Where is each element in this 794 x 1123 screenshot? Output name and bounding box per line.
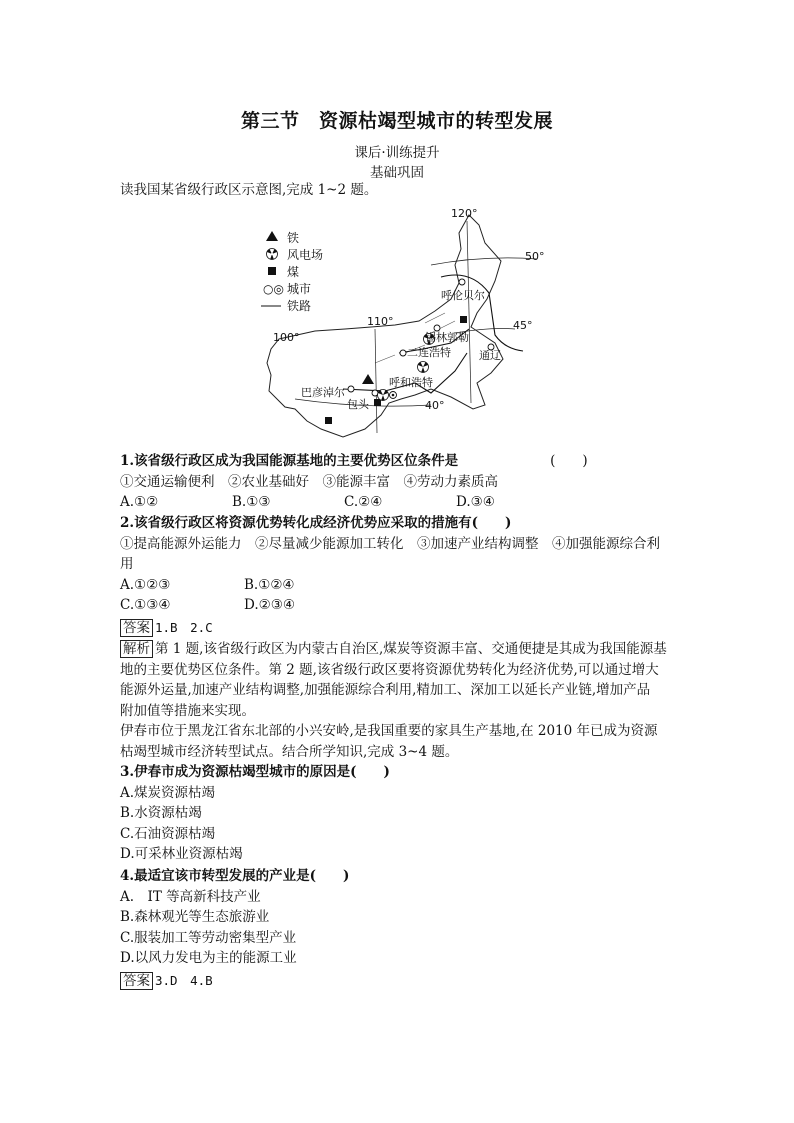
square-icon bbox=[268, 267, 276, 275]
question-2 bbox=[120, 513, 680, 616]
answer-2 bbox=[120, 971, 680, 992]
legend-coal: 煤 bbox=[287, 265, 300, 279]
option-d: D.②③④ bbox=[244, 597, 295, 613]
city-hulunbuir: 呼伦贝尔 bbox=[441, 289, 485, 302]
lon-label-100: 100° bbox=[273, 331, 300, 344]
map-figure bbox=[255, 203, 545, 443]
question-2-options-row2 bbox=[120, 595, 680, 616]
question-1-options bbox=[120, 492, 680, 513]
city-baotou: 包头 bbox=[347, 398, 369, 411]
question-1 bbox=[120, 451, 680, 513]
intro-1 bbox=[120, 180, 680, 201]
legend-city: 城市 bbox=[287, 282, 312, 296]
analysis-line-1: 第 1 题,该省级行政区为内蒙古自治区,煤炭等资源丰富、交通便捷是其成为我国能源基 bbox=[155, 641, 667, 657]
subsection-heading: 基础巩固 bbox=[370, 165, 424, 181]
answer-text: 1.B 2.C bbox=[155, 620, 213, 635]
page-title: 第三节 资源枯竭型城市的转型发展 bbox=[240, 110, 553, 132]
question-2-items-line2: 用 bbox=[120, 556, 134, 572]
option-d: D.以风力发电为主的能源工业 bbox=[120, 950, 297, 966]
option-b: B.①③ bbox=[232, 494, 271, 510]
question-1-stem: 1.该省级行政区成为我国能源基地的主要优势区位条件是 bbox=[120, 453, 459, 469]
lon-label-110: 110° bbox=[367, 315, 394, 328]
intro-2-line-1: 伊春市位于黑龙江省东北部的小兴安岭,是我国重要的家具生产基地,在 2010 年已成为资源 bbox=[120, 723, 658, 739]
intro-1-text: 读我国某省级行政区示意图,完成 1~2 题。 bbox=[120, 182, 378, 198]
option-c: C.①③④ bbox=[120, 597, 171, 613]
question-4-stem: 4.最适宜该市转型发展的产业是( ) bbox=[120, 868, 350, 884]
answer-label: 答案 bbox=[120, 619, 153, 637]
lon-label-120: 120° bbox=[451, 207, 478, 220]
legend-wind: 风电场 bbox=[287, 248, 324, 262]
section-heading: 课后·训练提升 bbox=[354, 145, 440, 161]
city-tongliao: 通辽 bbox=[479, 349, 501, 362]
option-c: C.服装加工等劳动密集型产业 bbox=[120, 929, 297, 946]
city-bayannur: 巴彦淖尔 bbox=[301, 386, 345, 399]
analysis-line-3: 能源外运量,加速产业结构调整,加强能源综合利用,精加工、深加工以延长产业链,增加产品 bbox=[120, 682, 651, 698]
answer-label: 答案 bbox=[120, 972, 153, 990]
option-a: A.①②③ bbox=[120, 576, 171, 593]
question-3 bbox=[120, 762, 680, 865]
option-a: A. IT 等高新科技产业 bbox=[120, 888, 261, 905]
intro-2 bbox=[120, 721, 680, 762]
intro-2-line-2: 枯竭型城市经济转型试点。结合所学知识,完成 3~4 题。 bbox=[120, 743, 459, 760]
analysis-line-4: 附加值等措施来实现。 bbox=[120, 702, 255, 719]
option-c: C.石油资源枯竭 bbox=[120, 825, 216, 842]
lat-label-50: 50° bbox=[525, 250, 545, 263]
city-erenhot: 二连浩特 bbox=[407, 346, 451, 359]
option-c: C.②④ bbox=[344, 494, 383, 510]
question-1-stem-row bbox=[120, 451, 680, 472]
legend-iron: 铁 bbox=[287, 231, 300, 245]
legend-railway: 铁路 bbox=[287, 299, 312, 313]
question-3-stem: 3.伊春市成为资源枯竭型城市的原因是( ) bbox=[120, 764, 390, 780]
option-d: D.可采林业资源枯竭 bbox=[120, 846, 243, 862]
city-xilingol: 锡林郭勒 bbox=[425, 331, 469, 344]
map-legend bbox=[261, 230, 323, 313]
analysis bbox=[120, 639, 680, 721]
analysis-line-2: 地的主要优势区位条件。第 2 题,该省级行政区要将资源优势转化为经济优势,可以通过增大 bbox=[120, 661, 659, 678]
option-b: B.①②④ bbox=[244, 576, 295, 593]
answer-1 bbox=[120, 618, 680, 639]
question-2-items-line1: ①提高能源外运能力 ②尽量减少能源加工转化 ③加速产业结构调整 ④加强能源综合利 bbox=[120, 535, 660, 552]
option-a: A.煤炭资源枯竭 bbox=[120, 784, 216, 801]
question-1-items: ①交通运输便利 ②农业基础好 ③能源丰富 ④劳动力素质高 bbox=[120, 473, 498, 490]
option-a: A.①② bbox=[120, 494, 159, 510]
option-b: B.森林观光等生态旅游业 bbox=[120, 909, 270, 925]
triangle-icon bbox=[266, 231, 278, 241]
city-hohhot: 呼和浩特 bbox=[389, 376, 433, 389]
city-icon: ○◎ bbox=[263, 282, 284, 296]
radiation-icon bbox=[267, 249, 278, 260]
question-2-stem: 2.该省级行政区将资源优势转化成经济优势应采取的措施有( ) bbox=[120, 515, 512, 531]
answer-text: 3.D 4.B bbox=[155, 973, 213, 988]
question-2-options-row1 bbox=[120, 575, 680, 596]
lat-label-40: 40° bbox=[425, 399, 445, 412]
option-b: B.水资源枯竭 bbox=[120, 805, 202, 821]
analysis-label: 解析 bbox=[120, 640, 153, 658]
option-d: D.③④ bbox=[456, 494, 495, 510]
lat-label-45: 45° bbox=[513, 319, 533, 332]
question-4 bbox=[120, 866, 680, 969]
question-1-paren: ( ) bbox=[550, 453, 588, 469]
